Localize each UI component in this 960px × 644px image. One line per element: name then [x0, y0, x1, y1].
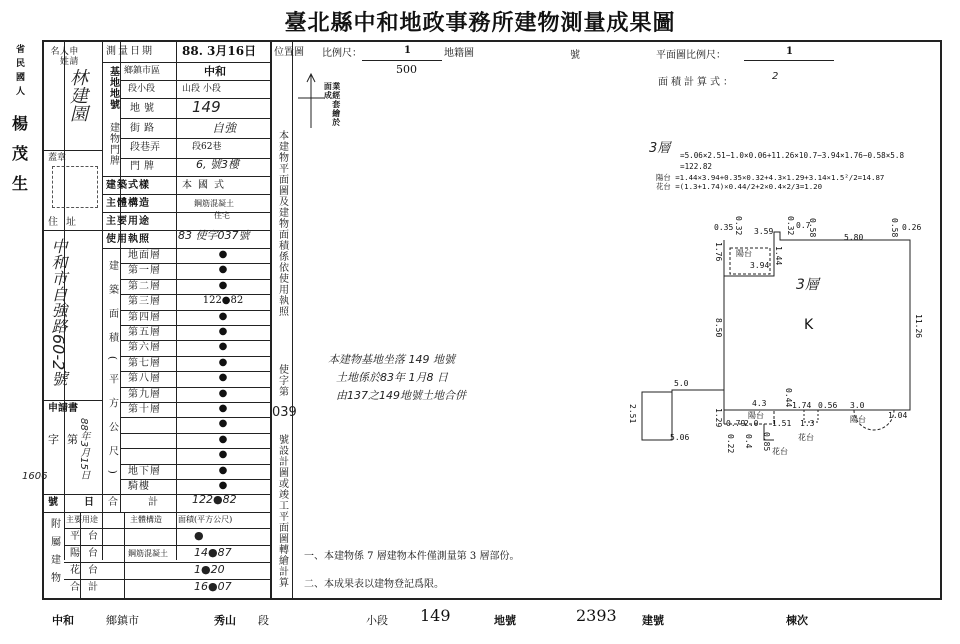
location-scale-label: 比例尺： — [322, 48, 362, 59]
annex-use: 花台 — [70, 565, 106, 576]
date-label: 日 — [84, 497, 94, 508]
floor-label: 第八層 — [128, 373, 161, 385]
seal-label: 蓋章 — [48, 153, 67, 163]
footer-seq-label: 棟次 — [786, 614, 808, 627]
floor-area-value: ● — [218, 433, 228, 445]
floor-label: 第二層 — [128, 280, 161, 292]
formula-line-1b: =122.82 — [680, 162, 713, 171]
dim-label: 1.76 — [714, 242, 723, 262]
location-label: 位置圖 — [274, 47, 304, 58]
footer-lot: 149 — [420, 606, 451, 625]
dim-label: 11.26 — [914, 314, 923, 339]
survey-date-label: 測量日期 — [106, 46, 154, 57]
footer-sub-label: 小段 — [366, 614, 388, 627]
annex-header-struct: 主體構造 — [130, 515, 162, 524]
note-line-1: 本建物基地坐落 149 地號 — [328, 353, 455, 366]
footer-building-no: 2393 — [576, 606, 617, 625]
annex-group-label: 附屬建物 — [48, 518, 60, 590]
annex-row-line — [64, 545, 270, 546]
dim-label: 0.4 — [744, 434, 753, 449]
annex-use: 合計 — [70, 582, 106, 593]
location-scale-num: 1 — [404, 45, 411, 56]
annex-use: 陽台 — [70, 548, 106, 559]
dim-label: 1.44 — [774, 246, 783, 266]
floor-area-value: ● — [218, 341, 228, 353]
annex-area: ● — [194, 529, 204, 542]
dim-label: 0.56 — [818, 401, 838, 410]
floor-area-value: ● — [218, 249, 228, 260]
floor-area-value: ● — [218, 310, 228, 322]
street-label: 街路 — [130, 123, 158, 134]
dim-label: 3.0 — [850, 401, 865, 410]
dim-label: 1.29 — [714, 408, 723, 428]
floor-row-line — [120, 387, 270, 388]
footer-section-label: 段 — [258, 614, 269, 627]
formula-floor: 3層 — [649, 141, 671, 156]
footer-building-label: 建號 — [642, 614, 664, 627]
floor-area-value: ● — [218, 356, 228, 368]
floor-label: 第九層 — [128, 388, 161, 400]
floor-row-line — [120, 479, 270, 480]
floor-area-value: ● — [218, 480, 228, 491]
dim-label: 0.26 — [902, 223, 922, 232]
side-stamp-char: 楊 — [12, 114, 29, 133]
floor-area-value: ● — [218, 418, 228, 430]
plan-area-label: 面積計算式： — [658, 77, 736, 88]
annex-area: 1●20 — [194, 563, 225, 576]
number-label: 號 — [48, 497, 58, 508]
lot-value: 149 — [192, 98, 221, 116]
dim-label: 3.59 — [754, 227, 774, 236]
dim-label: 0.79 — [726, 419, 746, 428]
annex-struct: 鋼筋混凝土 — [128, 549, 168, 558]
town-label: 鄉鎮市區 — [124, 66, 161, 76]
floor-label: 騎樓 — [128, 481, 150, 492]
total-value: 122●82 — [192, 493, 237, 506]
formula-line-1: =5.06×2.51−1.0×0.06+11.26×10.7−3.94×1.76−0.58×5.8 — [680, 151, 905, 160]
dim-label: 0.32 — [786, 216, 795, 236]
annex-row-line — [64, 562, 270, 563]
dim-label: 1.3 — [800, 419, 815, 428]
floors-group-label: 建築面積(平方公尺) — [106, 260, 118, 488]
document-title: 臺北縣中和地政事務所建物測量成果圖 — [284, 10, 676, 36]
street-value: 自強 — [212, 121, 237, 135]
applicant-name: 林建園 — [67, 68, 88, 122]
side-stamp-char: 人 — [16, 87, 26, 97]
floor-row-line — [120, 448, 270, 449]
floor-area-value: ● — [218, 449, 228, 461]
dim-label: 0.85 — [762, 432, 771, 452]
seal-box — [52, 166, 98, 208]
plan-floor-label: 3層 — [796, 277, 819, 293]
annex-use: 平台 — [70, 531, 106, 542]
side-stamp-char: 民 — [16, 59, 26, 69]
use-value: 住宅 — [214, 211, 230, 220]
apply-number: 1606 — [22, 471, 48, 482]
floor-area-value: ● — [218, 279, 228, 291]
floor-label: 第六層 — [128, 342, 161, 354]
cadastral-number-label: 號 — [570, 50, 580, 61]
alley-value: 段62巷 — [192, 142, 222, 152]
dim-label: 4.3 — [752, 399, 767, 408]
survey-form — [22, 40, 942, 600]
applicant-name-label: 申請人姓名 — [48, 46, 78, 66]
dim-label: 0.44 — [784, 388, 793, 408]
section-label: 段小段 — [128, 84, 156, 94]
dim-label: 2.0 — [744, 419, 759, 428]
floor-label: 第七層 — [128, 357, 161, 369]
section-value: 山段 小段 — [182, 84, 221, 94]
footer-lot-label: 地號 — [494, 614, 516, 627]
plan-flower-label: 花台 — [772, 447, 788, 456]
apply-date: 88年3月15日 — [78, 418, 89, 480]
side-stamp-char: 茂 — [12, 144, 29, 163]
floor-area-value: 122●82 — [202, 295, 244, 307]
struct-label: 主體構造 — [106, 198, 150, 209]
annex-row-line — [64, 528, 270, 529]
floor-row-line — [120, 310, 270, 311]
dim-label: 0.58 — [808, 218, 817, 238]
floor-label: 地面層 — [128, 250, 161, 261]
statement-permit-number: 039 — [272, 405, 297, 420]
side-stamp-char: 省 — [16, 45, 26, 55]
floor-area-value: ● — [218, 464, 228, 476]
dim-label: 0.35 — [714, 223, 734, 232]
dim-label: 5.0 — [674, 379, 689, 388]
survey-date-value: 88. 3月16日 — [182, 44, 257, 58]
floor-row-line — [120, 433, 270, 434]
plan-balcony-label-3: 陽台 — [850, 415, 866, 424]
note-line-2: 土地係於83年 1月8 日 — [336, 371, 448, 384]
side-stamp-char: 國 — [16, 73, 26, 83]
statement-vertical-3: 號設計圖或竣工平面圖轉繪計算 — [276, 434, 288, 588]
side-stamp-char: 生 — [12, 174, 29, 193]
location-scale-den: 500 — [396, 63, 417, 76]
floor-area-value: ● — [218, 326, 228, 337]
statement-vertical-1: 本建物平面圖及建物面積係依使用執照 — [276, 130, 288, 317]
formula-line-2: 陽台 =1.44×3.94+0.35×0.32+4.3×1.29+3.14×1.5²/2=14.87 — [656, 173, 885, 182]
floor-label: 第十層 — [128, 404, 161, 415]
dim-label: 0.7 — [796, 221, 811, 230]
permit-value: 83 使字037號 — [178, 229, 250, 242]
annex-row-line — [64, 579, 270, 580]
footer-town: 中和 — [52, 614, 74, 627]
lot-label: 地號 — [130, 103, 158, 114]
plan-scale-value: 1 — [786, 46, 793, 57]
doorplate-group-label: 建物門牌 — [107, 122, 119, 166]
cadastral-label: 地籍圖 — [444, 48, 474, 59]
floor-area-value: ● — [218, 403, 228, 414]
footer-town-label: 鄉鎮市 — [106, 614, 139, 627]
dim-label: 1.74 — [792, 401, 812, 410]
floor-label: 第三層 — [128, 296, 161, 308]
floor-area-value: ● — [218, 264, 228, 276]
town-value: 中和 — [204, 65, 226, 78]
dim-label: 8.50 — [714, 318, 723, 338]
dim-label: 1.51 — [772, 419, 792, 428]
statement-vertical-2: 使字第 — [276, 364, 288, 397]
apply-label: 申請書 — [48, 403, 78, 414]
dim-label: 0.32 — [734, 216, 743, 236]
plan-balcony-label-2: 陽台 — [748, 411, 764, 420]
plan-balcony-label: 陽台 — [736, 249, 752, 258]
dim-label: 2.51 — [628, 404, 637, 424]
base-group-label: 基地地號 — [107, 66, 119, 110]
dim-label: 5.80 — [844, 233, 864, 242]
floor-row-line — [120, 417, 270, 418]
plan-area-handwrite: 2 — [772, 71, 779, 82]
floor-area-value: ● — [218, 372, 228, 384]
alley-label: 段巷弄 — [130, 142, 160, 153]
annex-area: 16●07 — [194, 580, 232, 593]
dim-label: 0.58 — [890, 218, 899, 238]
use-label: 主要用途 — [106, 216, 150, 227]
address-label: 住址 — [48, 217, 84, 228]
floor-label: 地下層 — [128, 465, 161, 477]
plan-scale-label: 平面圖比例尺： — [656, 50, 726, 61]
floor-label: 第一層 — [128, 265, 161, 277]
annex-area: 14●87 — [194, 546, 232, 559]
annex-header-use: 主要用途 — [66, 515, 98, 524]
floor-label: 第五層 — [128, 327, 161, 338]
type-value: 本國式 — [182, 180, 230, 191]
dim-label: 3.94 — [750, 261, 770, 270]
floor-row-line — [120, 279, 270, 280]
annex-header-area: 面積(平方公尺) — [178, 515, 233, 524]
address-value: 中和市自強路60-2號 — [49, 238, 68, 387]
floor-row-line — [120, 356, 270, 357]
dim-label: 5.06 — [670, 433, 690, 442]
struct-value: 鋼筋混凝土 — [194, 199, 234, 208]
floor-label: 第四層 — [128, 311, 161, 323]
floor-row-line — [120, 325, 270, 326]
type-label: 建築式樣 — [106, 180, 150, 191]
note-line-3: 由137之149地號土地合併 — [336, 389, 466, 402]
dim-label: 1.04 — [888, 411, 908, 420]
floor-area-value: ● — [218, 387, 228, 399]
num-value: 6, 號3樓 — [196, 158, 239, 171]
num-label: 門牌 — [130, 161, 158, 172]
plan-flower-label-2: 花台 — [798, 433, 814, 442]
floor-row-line — [120, 464, 270, 465]
north-arrow-icon — [296, 72, 326, 132]
statement-2: 二、本成果表以建物登記爲限。 — [304, 579, 444, 590]
north-note: 業經套繪於面成 — [323, 82, 342, 127]
statement-1: 一、本建物係 7 層建物本件僅測量第 3 層部份。 — [304, 551, 520, 562]
total-label: 合計 — [108, 497, 188, 508]
dim-label: 0.22 — [726, 434, 735, 454]
permit-label: 使用執照 — [106, 234, 150, 245]
formula-line-3: 花台 =(1.3+1.74)×0.44/2+2×0.4×2/3=1.20 — [656, 182, 823, 191]
word-label: 字第 — [48, 433, 86, 446]
floor-row-line — [120, 402, 270, 403]
plan-k-label: K — [804, 317, 814, 333]
footer-section: 秀山 — [214, 614, 236, 627]
